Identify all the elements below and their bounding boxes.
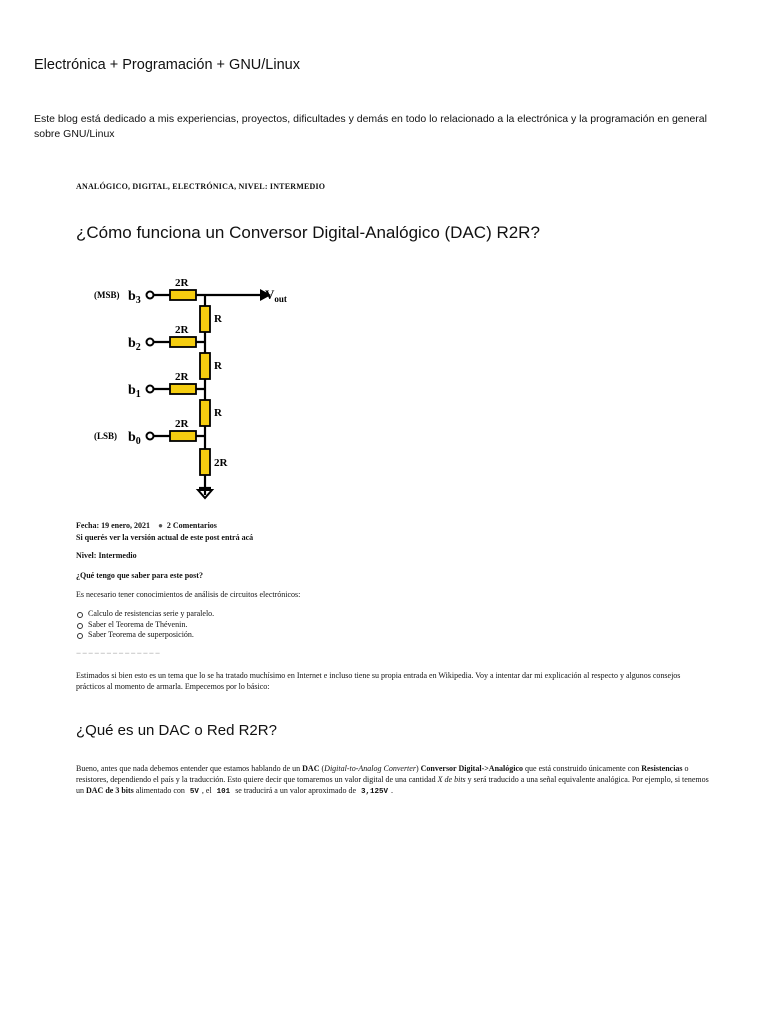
resistor-label-2r: 2R bbox=[214, 457, 228, 469]
b2-label: $b_2$ bbox=[128, 336, 141, 353]
dac-3bits-term: DAC de 3 bits bbox=[86, 786, 134, 795]
resistor-label-r: R bbox=[214, 313, 222, 325]
lsb-label: (LSB) bbox=[94, 431, 118, 441]
list-item: Saber el Teorema de Thévenin. bbox=[76, 620, 214, 631]
code-101: 101 bbox=[216, 788, 231, 796]
msb-label: (MSB) bbox=[94, 290, 120, 300]
resistor-label-r: R bbox=[214, 360, 222, 372]
current-version-link[interactable]: Si querés ver la versión actual de este post entrá acá bbox=[76, 533, 254, 542]
level-text: Nivel: Intermedio bbox=[76, 551, 137, 560]
vout-label: $V_{out}$ bbox=[265, 287, 287, 304]
resistor-label-2r: 2R bbox=[175, 371, 189, 383]
resistencias-term: Resistencias bbox=[641, 764, 683, 773]
list-item: Saber Teorema de superposición. bbox=[76, 630, 214, 641]
prereq-list bbox=[76, 609, 214, 641]
post-date: Fecha: 19 enero, 2021 bbox=[76, 521, 151, 530]
post-title: ¿Cómo funciona un Conversor Digital-Analógico (DAC) R2R? bbox=[76, 223, 540, 242]
resistor-label-2r: 2R bbox=[175, 418, 189, 430]
resistor-label-r: R bbox=[214, 407, 222, 419]
post-meta bbox=[76, 521, 217, 530]
resistor-label-2r: 2R bbox=[175, 277, 189, 289]
r2r-ladder-diagram bbox=[90, 270, 300, 505]
site-title[interactable]: Electrónica + Programación + GNU/Linux bbox=[34, 57, 300, 73]
prereq-intro: Es necesario tener conocimientos de análisis de circuitos electrónicos: bbox=[76, 590, 301, 599]
dac-spanish: Conversor Digital->Analógico bbox=[420, 764, 524, 773]
terminal-b1 bbox=[147, 386, 154, 393]
b0-label: $b_0$ bbox=[128, 430, 141, 447]
dac-paragraph: Bueno, antes que nada debemos entender que estamos hablando de un DAC (Digital-to-Analog Converter) Conversor Digital->Analógico que está construido únicamente con Resistencias o resistores, dependiendo el país y la traducción. Esto quiere decir que tomaremos un valor digital de una cantidad X de bits y será traducido a una señal equivalente analógica. Por ejemplo, si tenemos un DAC de 3 bits alimentado con 5V , el 101 se traducirá a un valor aproximado de 3,125V . bbox=[76, 764, 709, 796]
terminal-b0 bbox=[147, 433, 154, 440]
meta-dot-icon: ● bbox=[158, 521, 163, 530]
x-bits-term: X de bits bbox=[437, 775, 466, 784]
dac-expansion: Digital-to-Analog Converter bbox=[324, 764, 416, 773]
code-3125v: 3,125V bbox=[361, 788, 389, 796]
dac-term: DAC bbox=[302, 764, 320, 773]
intro-paragraph: Estimados si bien esto es un tema que lo se ha tratado muchísimo en Internet e incluso tiene su propia entrada en Wikipedia. Voy a intentar dar mi explicación al respecto y algunos consejos prácticos al momento de armarla. Empecemos por lo básico: bbox=[76, 671, 681, 691]
section-title: ¿Qué es un DAC o Red R2R? bbox=[76, 722, 277, 739]
resistor-label-2r: 2R bbox=[175, 324, 189, 336]
b3-label: $b_3$ bbox=[128, 289, 141, 306]
site-description: Este blog está dedicado a mis experiencias, proyectos, dificultades y demás en todo lo relacionado a la electrónica y la programación en general sobre GNU/Linux bbox=[34, 113, 707, 140]
comments-link[interactable]: 2 Comentarios bbox=[166, 521, 217, 530]
list-item: Calculo de resistencias serie y paralelo. bbox=[76, 609, 214, 620]
terminal-b2 bbox=[147, 339, 154, 346]
prereq-heading: ¿Qué tengo que saber para este post? bbox=[76, 571, 203, 580]
post-categories[interactable]: ANALÓGICO, DIGITAL, ELECTRÓNICA, NIVEL: INTERMEDIO bbox=[76, 182, 326, 191]
terminal-b3 bbox=[147, 292, 154, 299]
code-5v: 5V bbox=[189, 788, 199, 796]
b1-label: $b_1$ bbox=[128, 383, 141, 400]
separator: −−−−−−−−−−−−−− bbox=[76, 648, 162, 658]
